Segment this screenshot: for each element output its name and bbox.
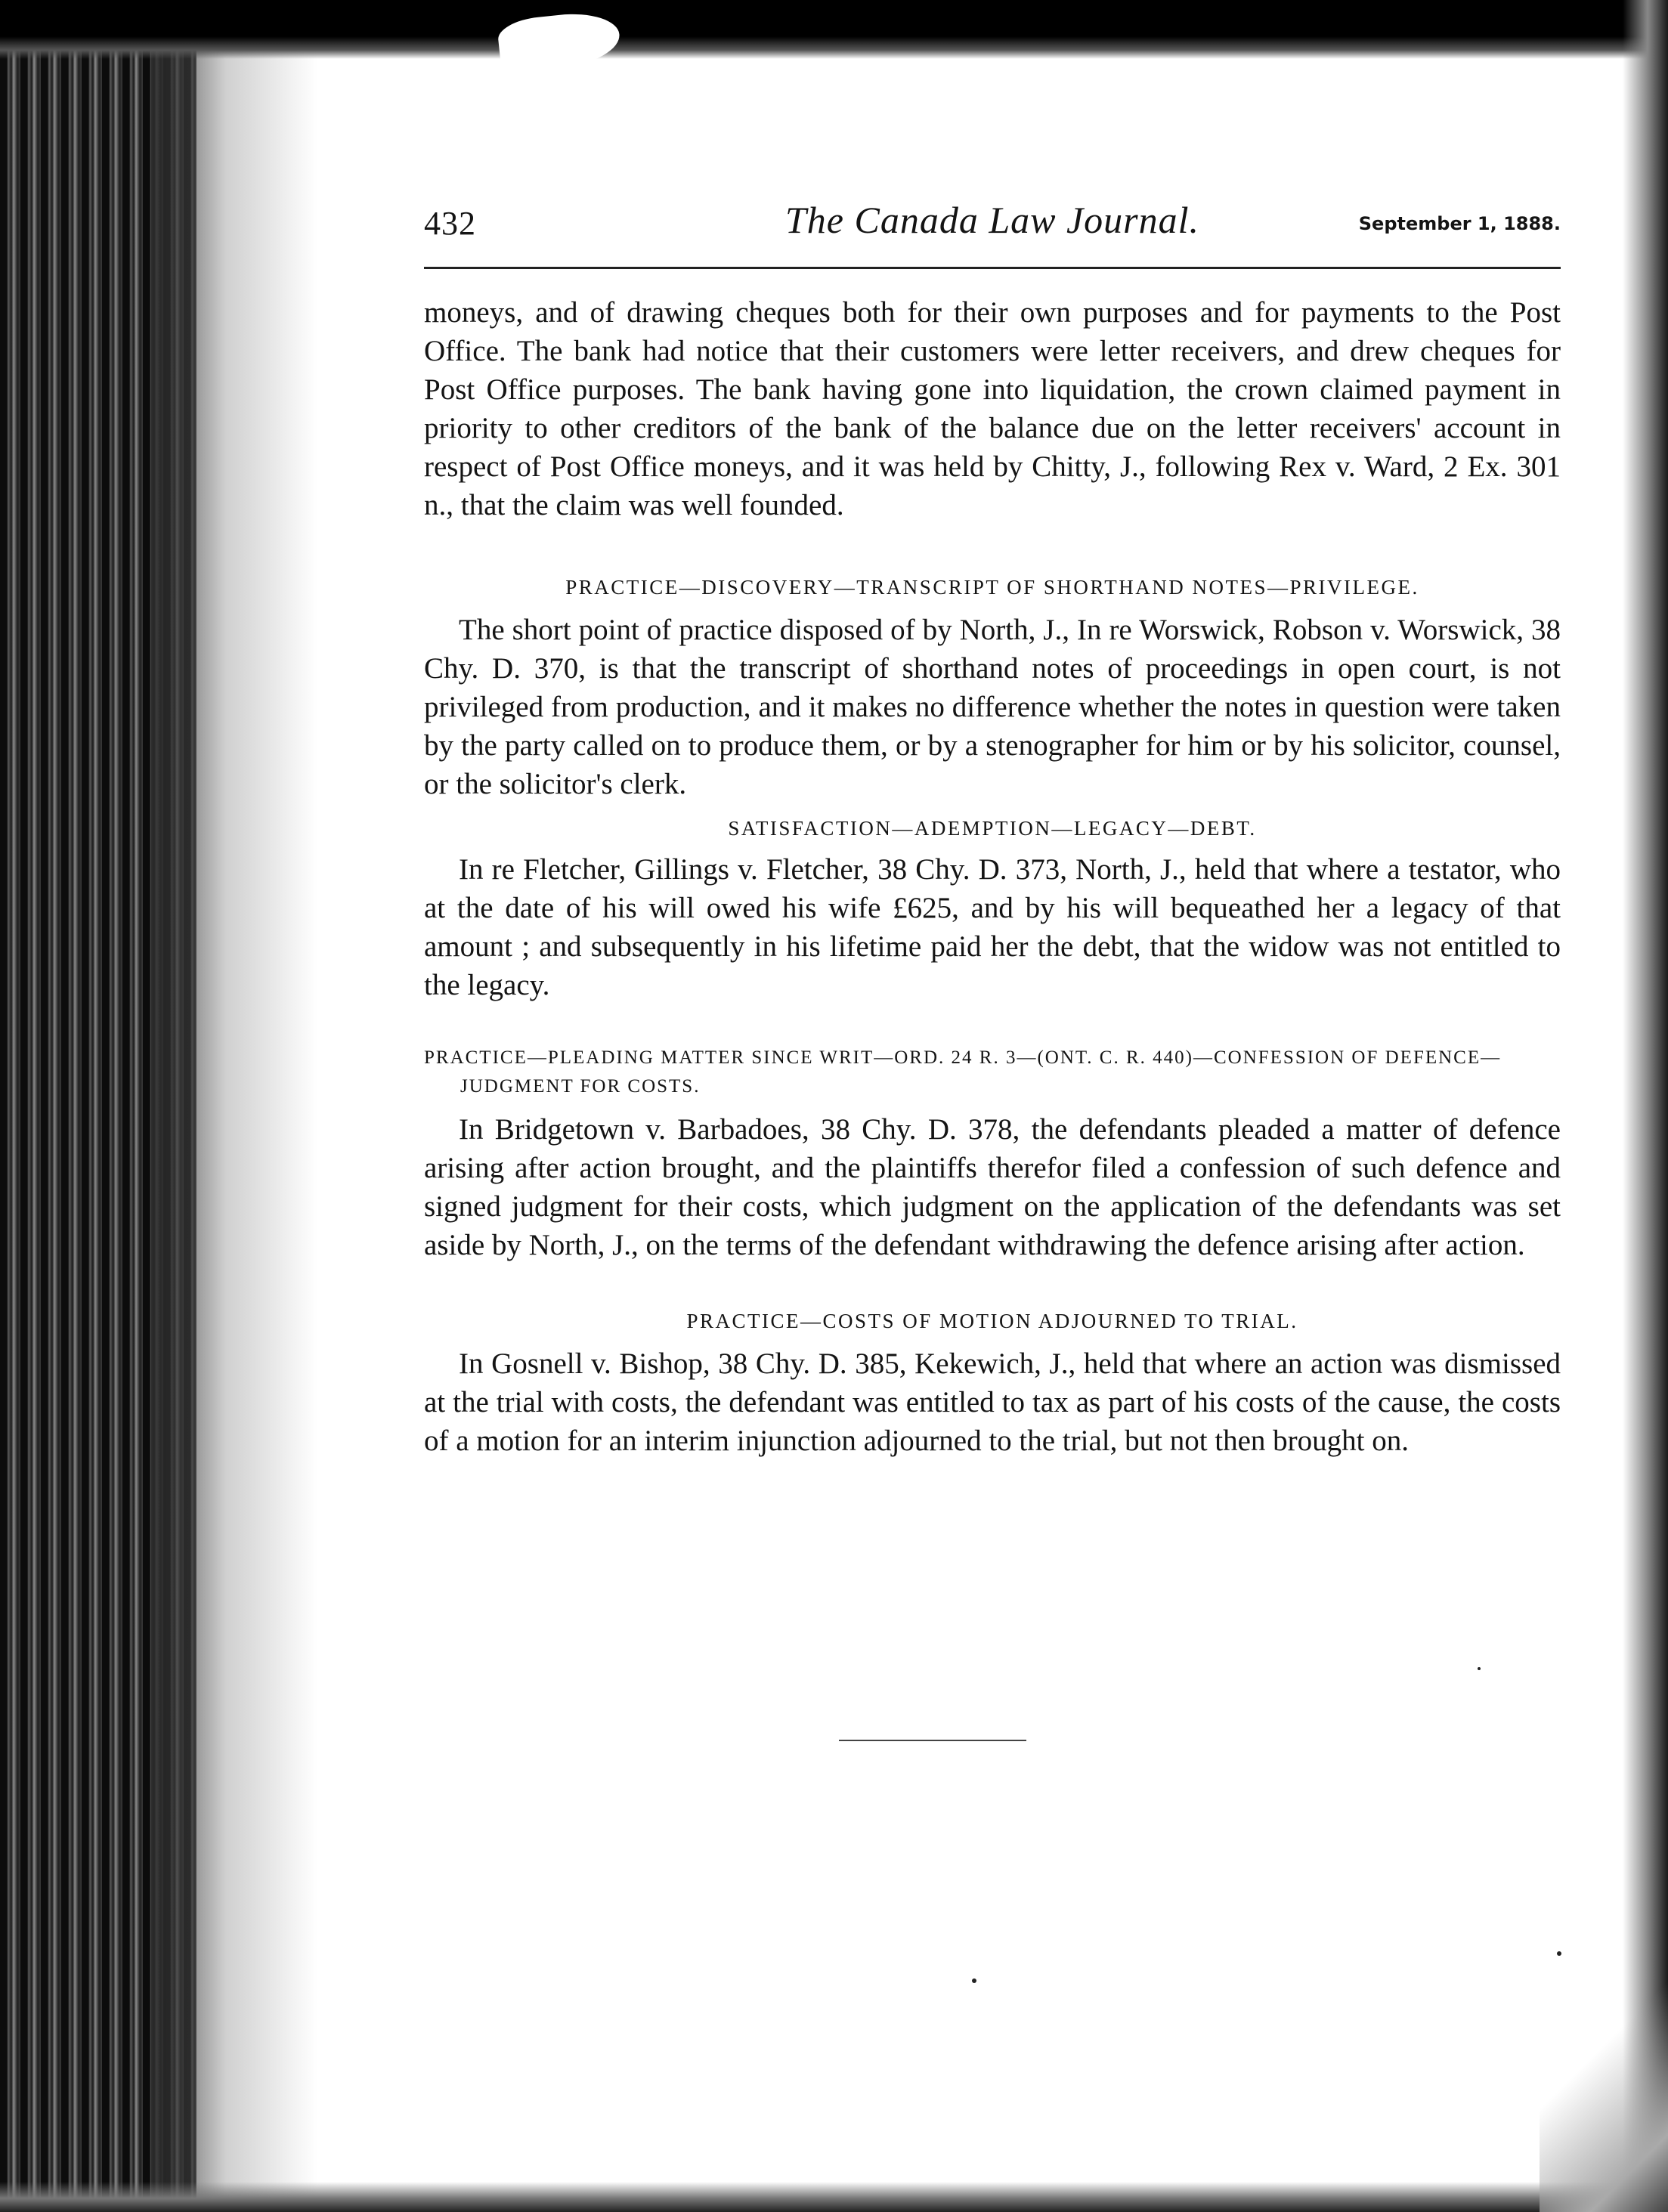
- section-3-paragraph: In Bridgetown v. Barbadoes, 38 Chy. D. 378, the defendants pleaded a matter of defence arising after action brought, and the plaintiffs therefor filed a confession of such defence and signed judgment for their costs, which judgment on the application of the defendants was set aside by North, J., on the terms of the defendant withdrawing the defence arising after action.: [424, 1113, 1561, 1261]
- scan-corner-shadow: [1540, 1955, 1668, 2212]
- scan-bottom-edge: [0, 2182, 1668, 2212]
- page-number: 432: [424, 205, 476, 242]
- section-0-paragraph: moneys, and of drawing cheques both for their own purposes and for payments to the Post Office. The bank had notice that their customers were letter receivers, and drew cheques for Post Office purposes. The bank having gone into liquidation, the crown claimed payment in priority to other creditors of the bank of the balance due on the letter receivers' account in respect of Post Office moneys, and it was held by Chitty, J., following Rex v. Ward, 2 Ex. 301 n., that the claim was well founded.: [424, 296, 1561, 521]
- scan-right-edge: [1623, 0, 1668, 2212]
- page-body: [424, 293, 1561, 1460]
- section-1-heading: PRACTICE—DISCOVERY—TRANSCRIPT OF SHORTHAND NOTES—PRIVILEGE.: [565, 576, 1419, 599]
- speck: [972, 1978, 976, 1983]
- binding-fade: [151, 0, 317, 2212]
- scan-top-edge: [0, 0, 1668, 59]
- issue-date: September 1, 1888.: [1358, 213, 1561, 234]
- section-1-paragraph: The short point of practice disposed of by North, J., In re Worswick, Robson v. Worswick, 38 Chy. D. 370, is that the transcript of shorthand notes of proceedings in open court, is not privileged from production, and it makes no difference whether the notes in question were taken by the party called on to produce them, or by a stenographer for him or by his solicitor, counsel, or the solicitor's clerk.: [424, 614, 1561, 800]
- section-3-heading: PRACTICE—PLEADING MATTER SINCE WRIT—ORD. 24 R. 3—(ONT. C. R. 440)—CONFESSION OF DEFENCE—JUDGMENT FOR COSTS.: [424, 1047, 1502, 1097]
- speck: [1478, 1667, 1481, 1670]
- running-head: [424, 198, 1561, 251]
- header-rule: [424, 267, 1561, 269]
- end-rule: [839, 1740, 1026, 1741]
- section-2-heading: SATISFACTION—ADEMPTION—LEGACY—DEBT.: [728, 817, 1257, 840]
- section-4-paragraph: In Gosnell v. Bishop, 38 Chy. D. 385, Kekewich, J., held that where an action was dismissed at the trial with costs, the defendant was entitled to tax as part of his costs of the cause, the costs of a motion for an interim injunction adjourned to the trial, but not then brought on.: [424, 1347, 1561, 1457]
- speck: [1557, 1951, 1561, 1956]
- journal-title: The Canada Law Journal.: [784, 199, 1200, 241]
- section-2-paragraph: In re Fletcher, Gillings v. Fletcher, 38 Chy. D. 373, North, J., held that where a testator, who at the date of his will owed his wife £625, and by his will bequeathed her a legacy of that amount ; and subsequently in his lifetime paid her the debt, that the widow was not entitled to the legacy.: [424, 853, 1561, 1001]
- section-4-heading: PRACTICE—COSTS OF MOTION ADJOURNED TO TRIAL.: [686, 1310, 1298, 1332]
